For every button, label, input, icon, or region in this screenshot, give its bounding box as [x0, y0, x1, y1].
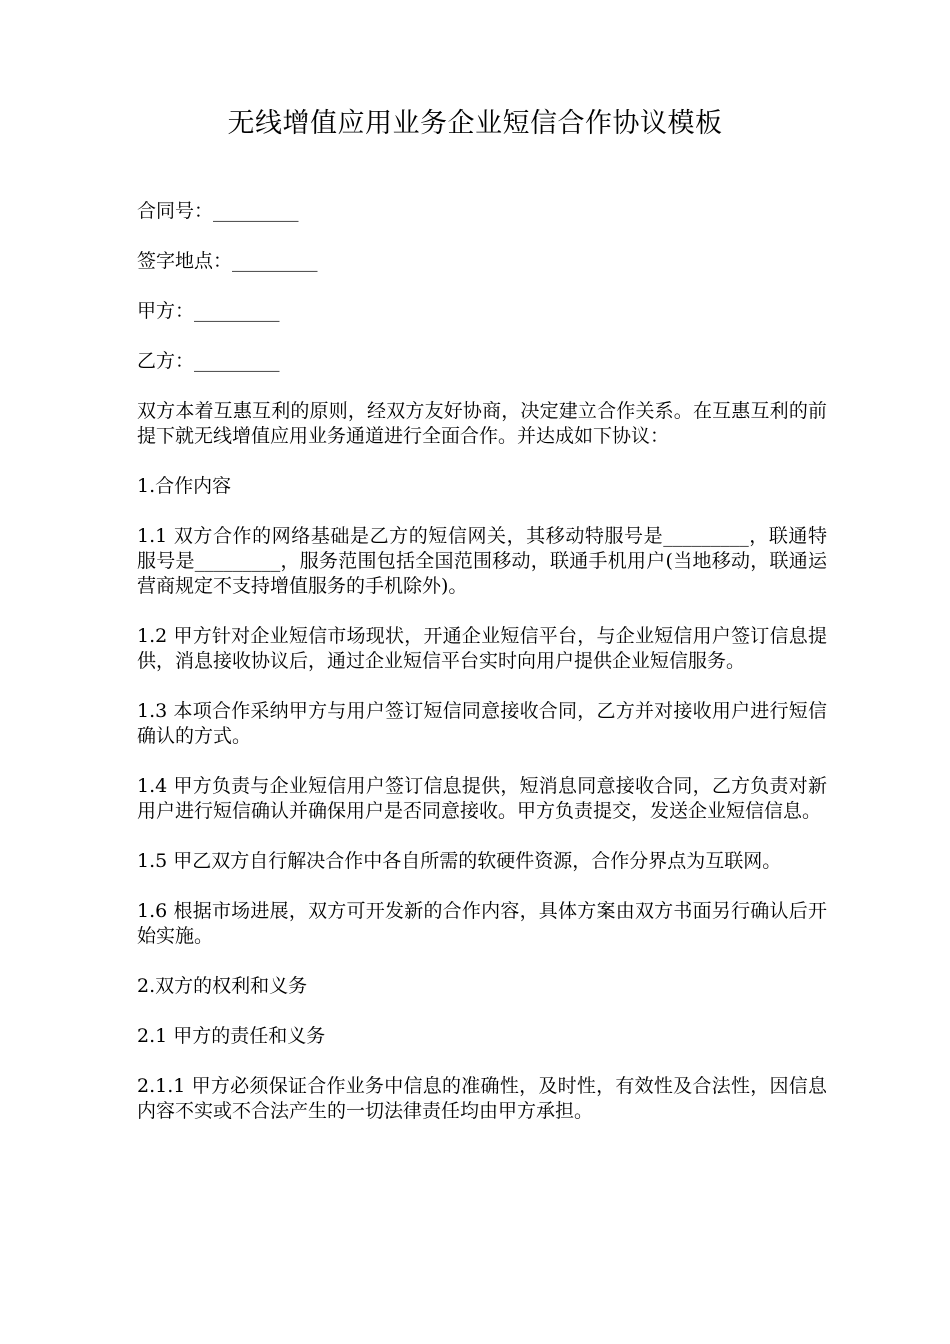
party-a-label: 甲方： — [137, 300, 195, 322]
signing-location-blank: _________ — [232, 250, 318, 272]
clause-1-3: 1.3 本项合作采纳甲方与用户签订短信同意接收合同，乙方并对接收用户进行短信确认的方式。 — [137, 700, 827, 747]
document-body — [137, 199, 827, 1149]
preamble-paragraph: 双方本着互惠互利的原则，经双方友好协商，决定建立合作关系。在互惠互利的前提下就无线增值应用业务通道进行全面合作。并达成如下协议： — [137, 400, 827, 447]
section-1-heading: 1.合作内容 — [137, 475, 232, 497]
signing-location-label: 签字地点： — [137, 250, 233, 272]
clause-1-4: 1.4 甲方负责与企业短信用户签订信息提供，短消息同意接收合同，乙方负责对新用户进行短信确认并确保用户是否同意接收。甲方负责提交，发送企业短信信息。 — [137, 775, 827, 822]
contract-number-blank: _________ — [213, 200, 299, 222]
party-a-field — [137, 299, 827, 324]
clause-1-1: 1.1 双方合作的网络基础是乙方的短信网关，其移动特服号是_________，联通特服号是_________，服务范围包括全国范围移动，联通手机用户(当地移动，联通运营商规定不支持增值服务的手机除外)。 — [137, 525, 827, 597]
party-b-label: 乙方： — [137, 350, 195, 372]
clause-1-5: 1.5 甲乙双方自行解决合作中各自所需的软硬件资源，合作分界点为互联网。 — [137, 850, 782, 872]
document-title: 无线增值应用业务企业短信合作协议模板 — [227, 108, 723, 139]
signing-location-field — [137, 249, 827, 274]
clause-2-1-1: 2.1.1 甲方必须保证合作业务中信息的准确性，及时性，有效性及合法性，因信息内容不实或不合法产生的一切法律责任均由甲方承担。 — [137, 1075, 827, 1122]
contract-number-label: 合同号： — [137, 200, 214, 222]
clause-2-1-heading: 2.1 甲方的责任和义务 — [137, 1025, 326, 1047]
section-2-heading: 2.双方的权利和义务 — [137, 975, 308, 997]
party-b-field — [137, 349, 827, 374]
contract-number-field — [137, 199, 827, 224]
clause-1-6: 1.6 根据市场进展，双方可开发新的合作内容，具体方案由双方书面另行确认后开始实施。 — [137, 900, 827, 947]
clause-1-2: 1.2 甲方针对企业短信市场现状，开通企业短信平台，与企业短信用户签订信息提供，消息接收协议后，通过企业短信平台实时向用户提供企业短信服务。 — [137, 625, 827, 672]
party-a-blank: _________ — [194, 300, 280, 322]
party-b-blank: _________ — [194, 350, 280, 372]
